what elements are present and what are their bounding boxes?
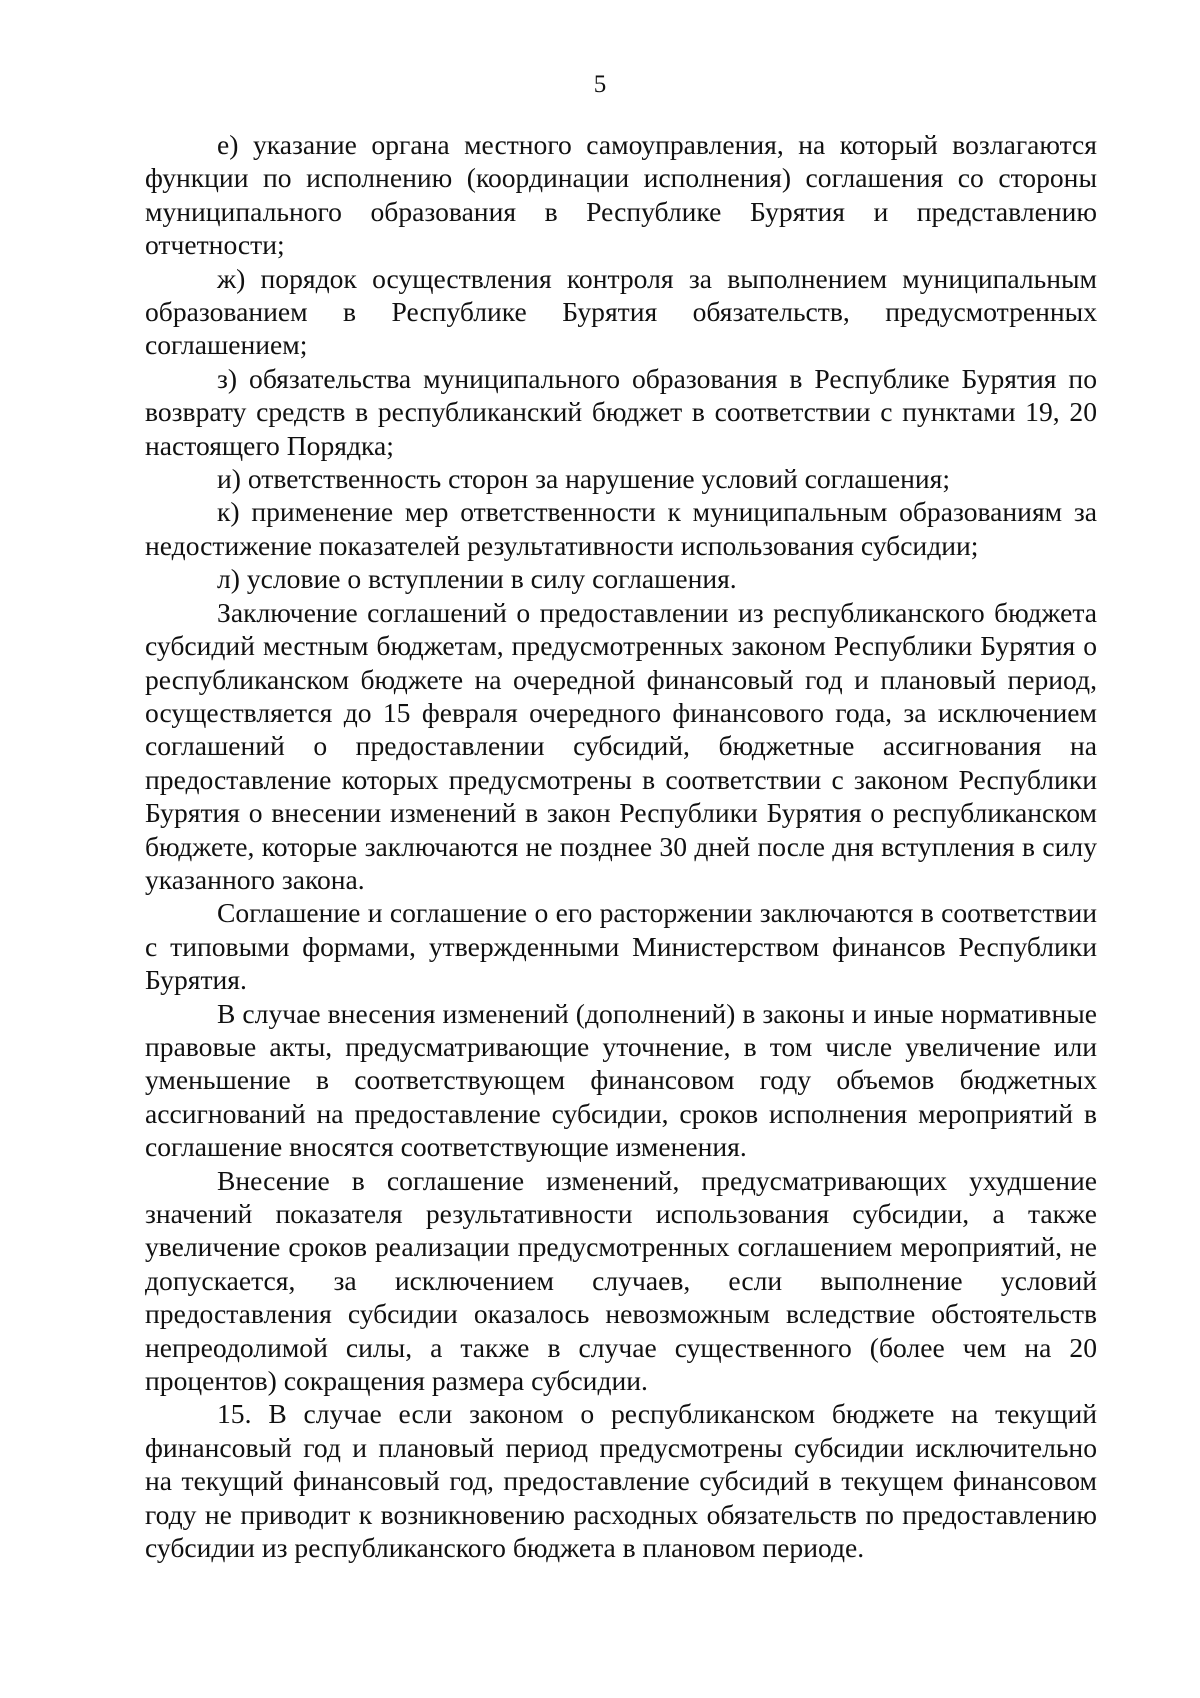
paragraph-agreement-conclusion: Заключение соглашений о предоставлении из республиканского бюджета субсидий местным бюджетам, предусмотренных законом Республики Бурятия о республиканском бюджете на очередной финансовый год и плановый период, осуществляется до 15 февраля очередного финансового года, за исключением соглашений о предоставлении субсидий, бюджетные ассигнования на предоставление которых предусмотрены в соответствии с законом Республики Бурятия о внесении изменений в закон Республики Бурятия о республиканском бюджете, которые заключаются не позднее 30 дней после дня вступления в силу указанного закона.	[145, 596, 1097, 895]
paragraph-z: з) обязательства муниципального образования в Республике Бурятия по возврату средств в республиканский бюджет в соответствии с пунктами 19, 20 настоящего Порядка;	[145, 362, 1097, 461]
paragraph-amendments: В случае внесения изменений (дополнений) в законы и иные нормативные правовые акты, предусматривающие уточнение, в том числе увеличение или уменьшение в соответствующем финансовом году объемов бюджетных ассигнований на предоставление субсидии, сроков исполнения мероприятий в соглашение вносятся соответствующие изменения.	[145, 997, 1097, 1163]
paragraph-i: и) ответственность сторон за нарушение условий соглашения;	[217, 463, 950, 495]
paragraph-l: л) условие о вступлении в силу соглашения.	[217, 563, 737, 595]
paragraph-e: е) указание органа местного самоуправления, на который возлагаются функции по исполнению (координации исполнения) соглашения со стороны муниципального образования в Республике Бурятия и представлению отчетности;	[145, 129, 1097, 261]
paragraph-k: к) применение мер ответственности к муниципальным образованиям за недостижение показателей результативности использования субсидии;	[145, 496, 1097, 561]
paragraph-amendment-restrictions: Внесение в соглашение изменений, предусматривающих ухудшение значений показателя результативности использования субсидии, а также увеличение сроков реализации предусмотренных соглашением мероприятий, не допускается, за исключением случаев, если выполнение условий предоставления субсидии оказалось невозможным вследствие обстоятельств непреодолимой силы, а также в случае существенного (более чем на 20 процентов) сокращения размера субсидии.	[145, 1164, 1097, 1397]
paragraph-item-15: 15. В случае если законом о республиканском бюджете на текущий финансовый год и плановый период предусмотрены субсидии исключительно на текущий финансовый год, предоставление субсидий в текущем финансовом году не приводит к возникновению расходных обязательств по предоставлению субсидии из республиканского бюджета в плановом периоде.	[145, 1398, 1097, 1564]
document-body	[145, 128, 1097, 1564]
paragraph-agreement-forms: Соглашение и соглашение о его расторжении заключаются в соответствии с типовыми формами, утвержденными Министерством финансов Республики Бурятия.	[145, 897, 1097, 996]
page-number: 5	[593, 71, 607, 98]
paragraph-zh: ж) порядок осуществления контроля за выполнением муниципальным образованием в Республике Бурятия обязательств, предусмотренных соглашением;	[145, 262, 1097, 361]
